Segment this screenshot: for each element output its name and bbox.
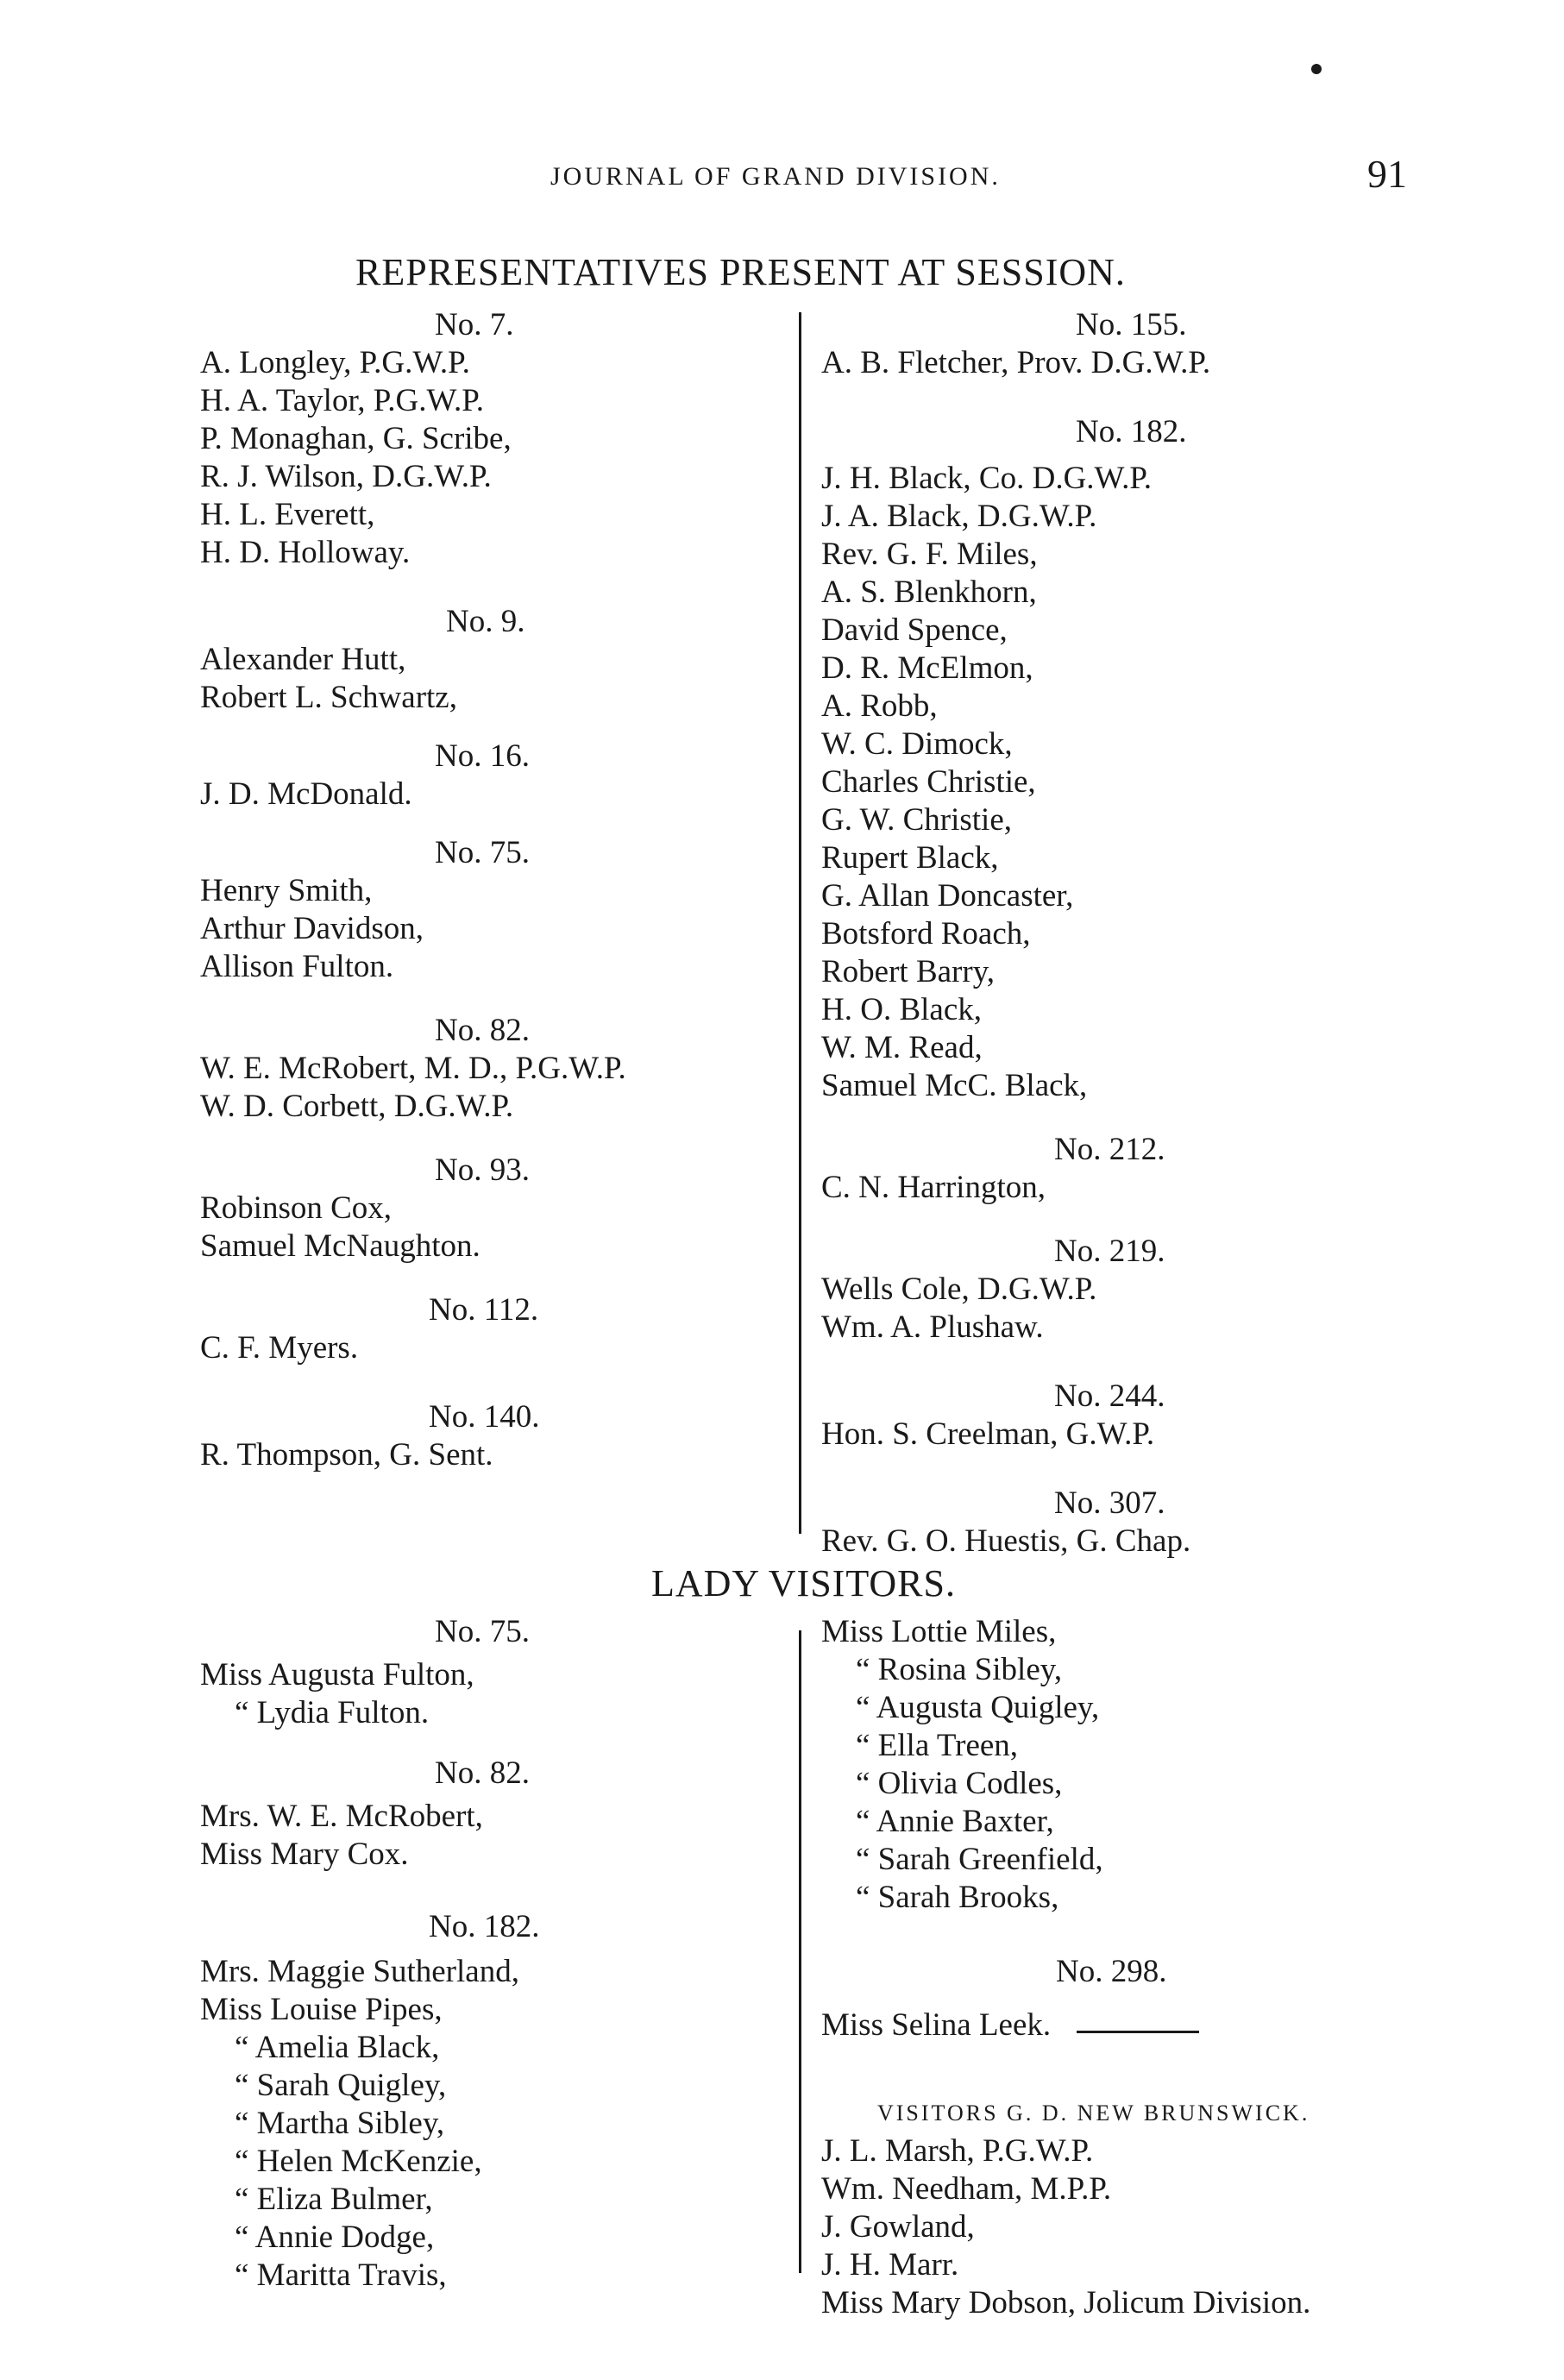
- member-name: A. B. Fletcher, Prov. D.G.W.P.: [821, 345, 1211, 380]
- lodge-number: No. 82.: [435, 1755, 530, 1791]
- visitor-name: “ Eliza Bulmer,: [235, 2182, 433, 2217]
- lodge-number: No. 140.: [429, 1399, 540, 1435]
- member-name: J. A. Black, D.G.W.P.: [821, 499, 1097, 534]
- member-name: W. C. Dimock,: [821, 726, 1013, 762]
- representatives-left-column: [200, 306, 804, 1474]
- visitor-name: “ Augusta Quigley,: [856, 1690, 1100, 1725]
- member-name: C. F. Myers.: [200, 1330, 359, 1366]
- member-name: H. O. Black,: [821, 992, 982, 1027]
- member-name: Robert Barry,: [821, 954, 996, 989]
- lodge-number: No. 16.: [435, 738, 530, 774]
- member-name: W. E. McRobert, M. D., P.G.W.P.: [200, 1051, 626, 1086]
- representatives-right-column: [821, 306, 1529, 1561]
- nb-visitors-title: VISITORS G. D. NEW BRUNSWICK.: [877, 2101, 1310, 2126]
- member-name: H. A. Taylor, P.G.W.P.: [200, 383, 484, 418]
- visitor-name: “ Martha Sibley,: [235, 2106, 445, 2141]
- visitor-name: Mrs. W. E. McRobert,: [200, 1799, 483, 1834]
- member-name: P. Monaghan, G. Scribe,: [200, 421, 512, 456]
- lodge-number: No. 212.: [1054, 1132, 1165, 1167]
- member-name: Henry Smith,: [200, 873, 373, 908]
- member-name: H. D. Holloway.: [200, 535, 411, 570]
- member-name: W. D. Corbett, D.G.W.P.: [200, 1089, 514, 1124]
- visitor-name: “ Sarah Brooks,: [856, 1880, 1059, 1915]
- member-name: Arthur Davidson,: [200, 911, 424, 946]
- section-rule: [1077, 2031, 1199, 2033]
- member-name: R. Thompson, G. Sent.: [200, 1437, 493, 1473]
- visitor-name: “ Ella Treen,: [856, 1728, 1019, 1763]
- lodge-number: No. 307.: [1054, 1485, 1165, 1521]
- column-divider: [799, 312, 801, 1534]
- visitor-name: “ Annie Dodge,: [235, 2220, 435, 2255]
- visitor-name: Miss Selina Leek.: [821, 2007, 1052, 2043]
- member-name: A. S. Blenkhorn,: [821, 575, 1037, 610]
- visitor-name: J. H. Marr.: [821, 2247, 959, 2283]
- visitor-name: “ Annie Baxter,: [856, 1804, 1054, 1839]
- column-divider: [799, 1630, 801, 2273]
- member-name: R. J. Wilson, D.G.W.P.: [200, 459, 492, 494]
- member-name: C. N. Harrington,: [821, 1170, 1046, 1205]
- member-name: A. Longley, P.G.W.P.: [200, 345, 470, 380]
- member-name: Botsford Roach,: [821, 916, 1031, 951]
- member-name: G. W. Christie,: [821, 802, 1012, 838]
- visitor-name: Miss Mary Cox.: [200, 1837, 409, 1872]
- member-name: Alexander Hutt,: [200, 642, 406, 677]
- lodge-number: No. 155.: [1076, 307, 1187, 342]
- member-name: Robert L. Schwartz,: [200, 680, 457, 715]
- member-name: G. Allan Doncaster,: [821, 878, 1074, 914]
- member-name: Rev. G. F. Miles,: [821, 537, 1038, 572]
- member-name: Samuel McNaughton.: [200, 1228, 481, 1264]
- lodge-number: No. 75.: [435, 835, 530, 870]
- visitor-name: “ Helen McKenzie,: [235, 2144, 482, 2179]
- page-number: 91: [1367, 152, 1407, 196]
- lady-visitors-left-column: [200, 1613, 795, 2295]
- lodge-number: No. 112.: [429, 1292, 539, 1328]
- member-name: J. H. Black, Co. D.G.W.P.: [821, 461, 1153, 496]
- member-name: Rev. G. O. Huestis, G. Chap.: [821, 1523, 1191, 1559]
- member-name: W. M. Read,: [821, 1030, 983, 1065]
- lodge-number: No. 82.: [435, 1013, 530, 1048]
- visitor-name: J. L. Marsh, P.G.W.P.: [821, 2133, 1094, 2169]
- visitor-name: Miss Mary Dobson, Jolicum Division.: [821, 2285, 1311, 2320]
- visitor-name: Miss Lottie Miles,: [821, 1614, 1057, 1649]
- representatives-title: REPRESENTATIVES PRESENT AT SESSION.: [355, 251, 1126, 293]
- member-name: H. L. Everett,: [200, 497, 375, 532]
- visitor-name: “ Olivia Codles,: [856, 1766, 1063, 1801]
- lodge-number: No. 182.: [1076, 414, 1187, 449]
- lodge-number: No. 75.: [435, 1614, 530, 1649]
- lodge-number: No. 7.: [435, 307, 514, 342]
- member-name: Allison Fulton.: [200, 949, 394, 984]
- running-head: JOURNAL OF GRAND DIVISION.: [550, 162, 1001, 191]
- member-name: Robinson Cox,: [200, 1190, 393, 1226]
- member-name: Charles Christie,: [821, 764, 1036, 800]
- member-name: David Spence,: [821, 612, 1008, 648]
- ink-dot: [1311, 64, 1322, 74]
- member-name: A. Robb,: [821, 688, 938, 724]
- member-name: Samuel McC. Black,: [821, 1068, 1088, 1103]
- member-name: J. D. McDonald.: [200, 776, 412, 812]
- lodge-number: No. 298.: [1056, 1954, 1167, 1989]
- lady-visitors-title: LADY VISITORS.: [651, 1562, 957, 1604]
- lodge-number: No. 219.: [1054, 1234, 1165, 1269]
- member-name: Wells Cole, D.G.W.P.: [821, 1272, 1097, 1307]
- visitor-name: “ Maritta Travis,: [235, 2258, 447, 2293]
- member-name: D. R. McElmon,: [821, 650, 1033, 686]
- member-name: Rupert Black,: [821, 840, 999, 876]
- lodge-number: No. 244.: [1054, 1378, 1165, 1414]
- visitor-name: “ Lydia Fulton.: [235, 1695, 430, 1730]
- visitor-name: Mrs. Maggie Sutherland,: [200, 1954, 519, 1989]
- lady-visitors-right-column: [821, 1613, 1529, 2322]
- member-name: Wm. A. Plushaw.: [821, 1309, 1044, 1345]
- visitor-name: “ Rosina Sibley,: [856, 1652, 1063, 1687]
- member-name: Hon. S. Creelman, G.W.P.: [821, 1416, 1155, 1452]
- lodge-number: No. 182.: [429, 1909, 540, 1944]
- visitor-name: “ Sarah Quigley,: [235, 2068, 447, 2103]
- visitor-name: Miss Augusta Fulton,: [200, 1657, 474, 1692]
- visitor-name: “ Amelia Black,: [235, 2030, 440, 2065]
- lodge-number: No. 9.: [446, 604, 525, 639]
- visitor-name: J. Gowland,: [821, 2209, 975, 2245]
- visitor-name: Wm. Needham, M.P.P.: [821, 2171, 1112, 2207]
- visitor-name: “ Sarah Greenfield,: [856, 1842, 1103, 1877]
- visitor-name: Miss Louise Pipes,: [200, 1992, 443, 2027]
- lodge-number: No. 93.: [435, 1152, 530, 1188]
